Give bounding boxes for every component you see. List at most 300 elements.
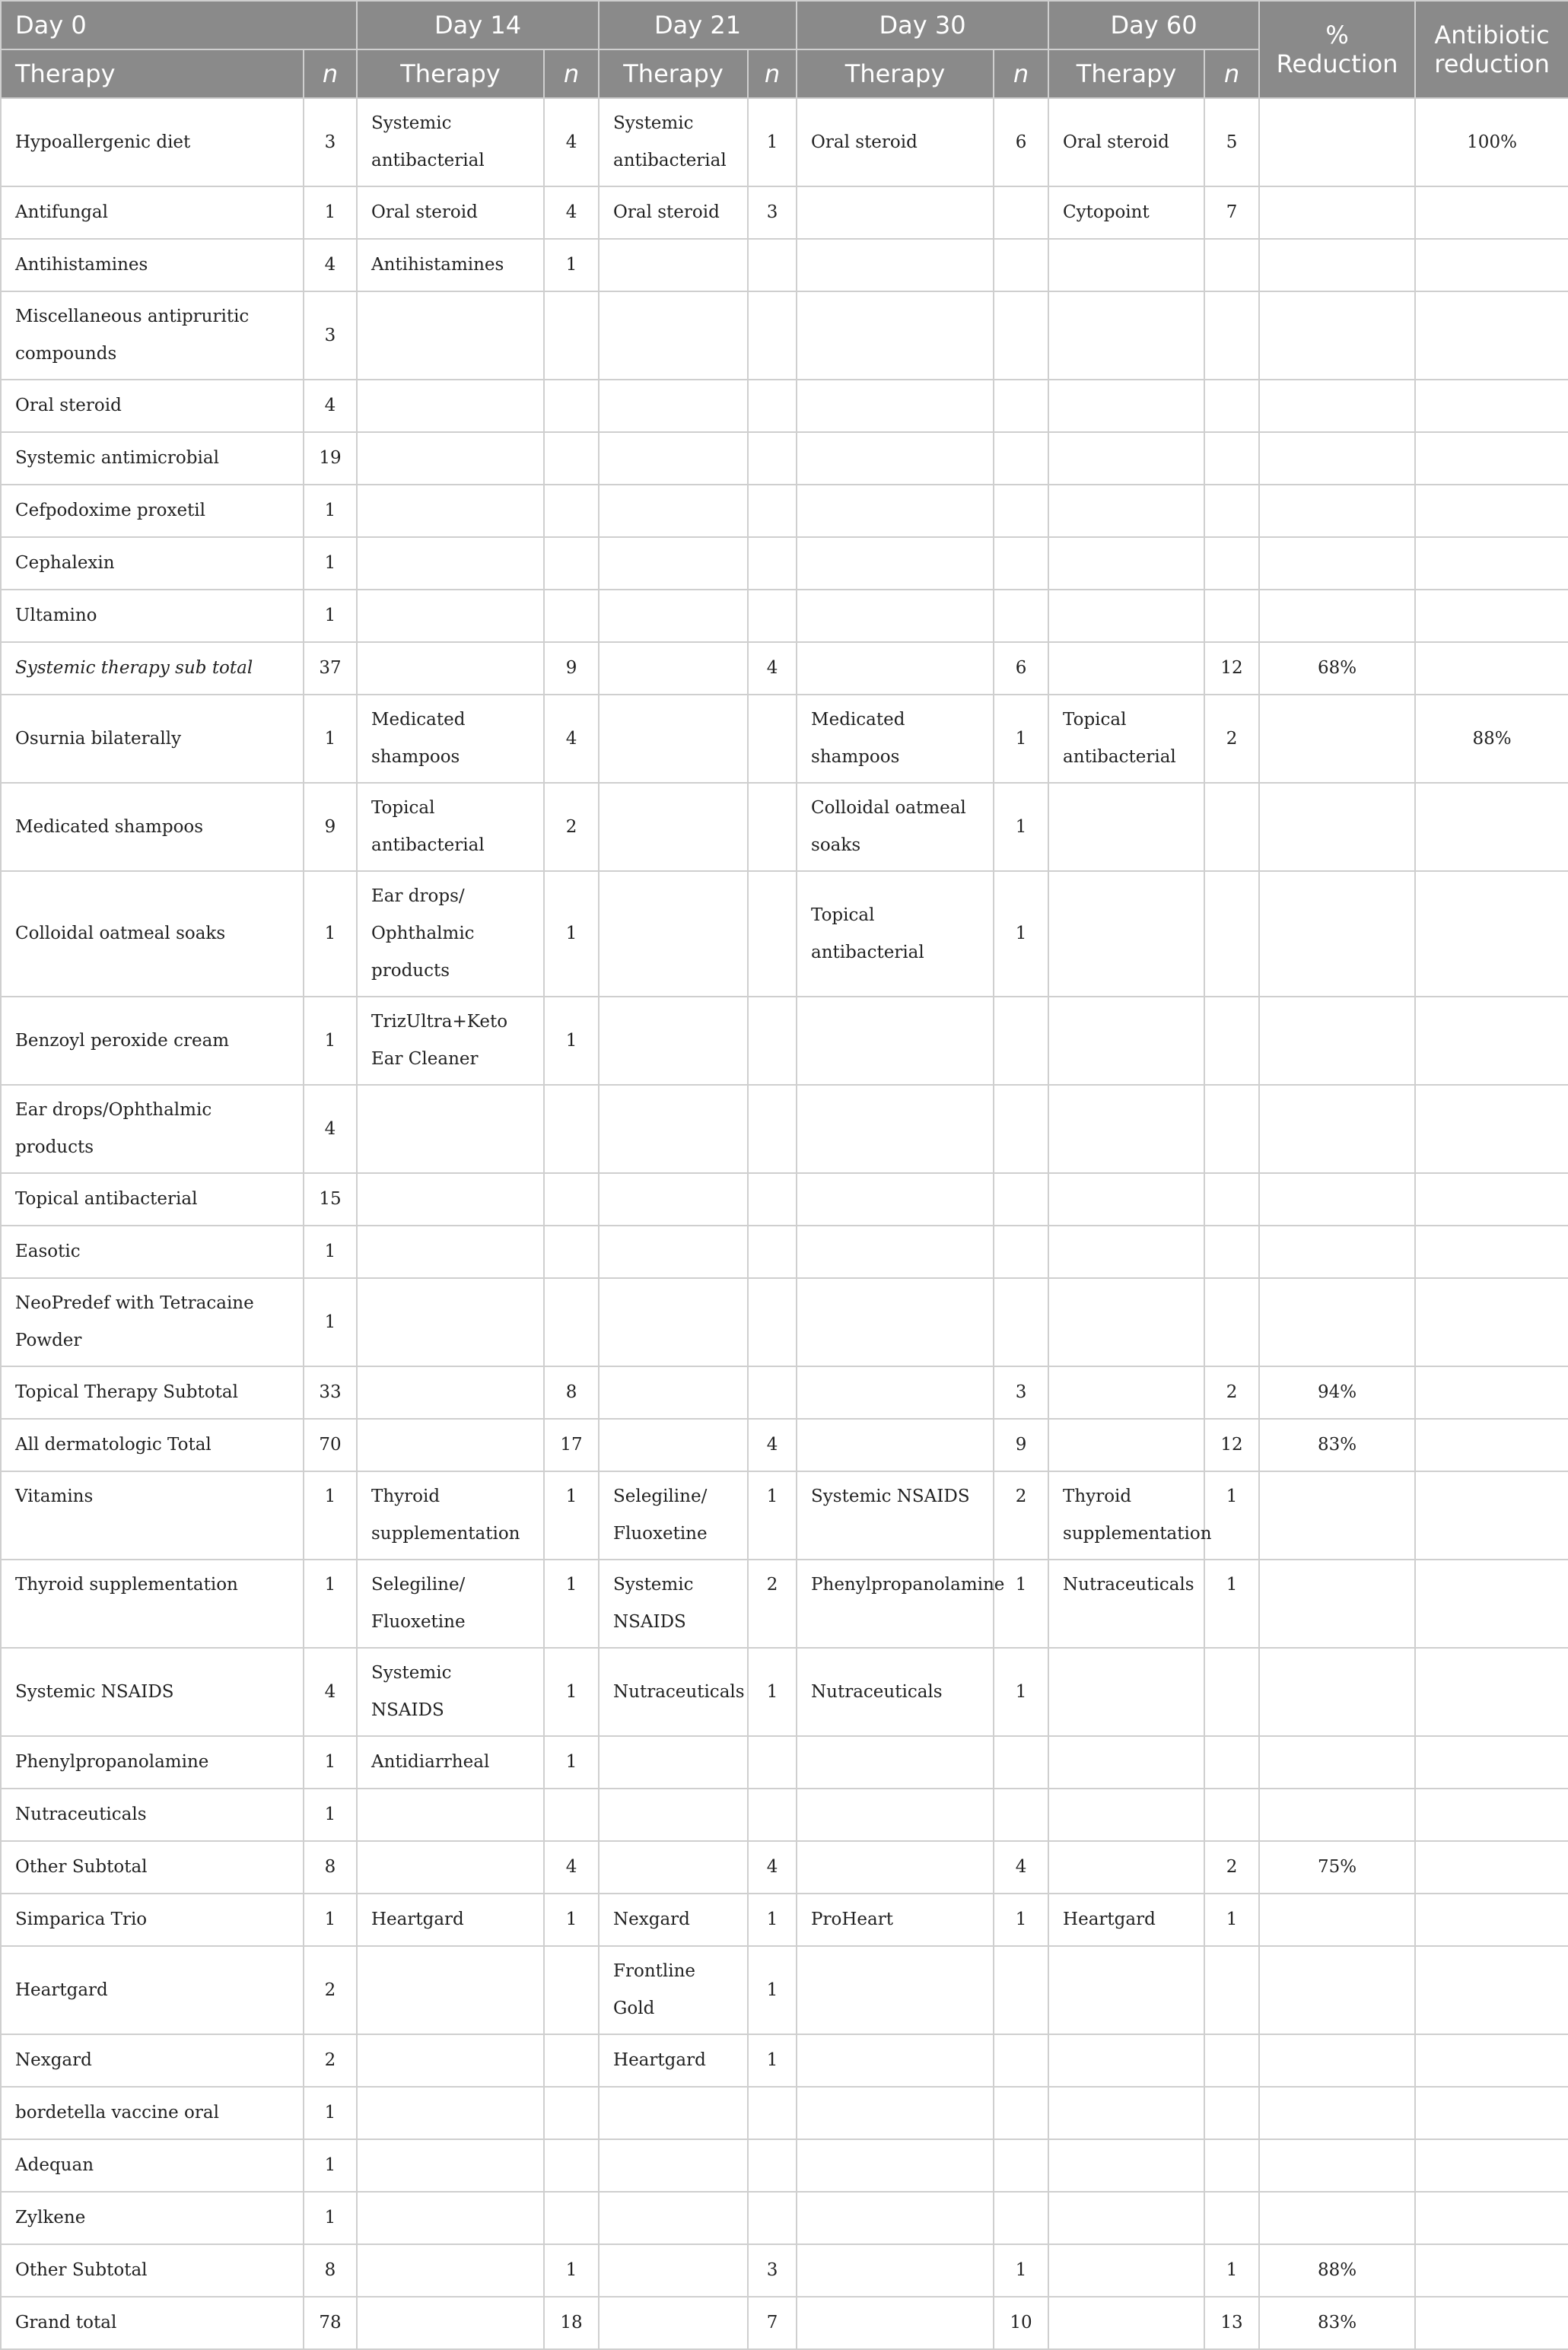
day60-therapy-cell: Thyroid supplementation [1048,1471,1204,1560]
day30-therapy-cell [797,2139,994,2192]
day0-therapy-cell: Adequan [1,2139,304,2192]
antibiotic-reduction-cell [1415,239,1568,291]
percent-reduction-cell [1259,485,1415,537]
day60-n-cell [1204,432,1259,485]
day21-n-cell [748,1789,797,1841]
day0-n-cell: 2 [304,1946,357,2034]
day0-therapy-cell: Oral steroid [1,380,304,432]
day14-n-cell: 1 [544,1736,599,1789]
day21-n-cell: 3 [748,2244,797,2297]
header-therapy-day30: Therapy [797,49,994,98]
day60-n-cell [1204,1226,1259,1278]
antibiotic-reduction-cell [1415,1278,1568,1366]
day21-n-cell: 3 [748,186,797,239]
table-row [1,485,1568,537]
day30-therapy-cell: Colloidal oatmeal soaks [797,783,994,871]
day14-n-cell: 8 [544,1366,599,1419]
day60-therapy-cell [1048,2034,1204,2087]
day60-therapy-cell: Oral steroid [1048,98,1204,186]
antibiotic-reduction-cell [1415,2192,1568,2244]
day60-therapy-cell [1048,1173,1204,1226]
table-row [1,1226,1568,1278]
day30-n-cell [994,1946,1048,2034]
day14-therapy-cell [357,537,544,590]
day0-therapy-cell: Medicated shampoos [1,783,304,871]
day0-therapy-cell: Systemic therapy sub total [1,642,304,695]
antibiotic-reduction-cell [1415,485,1568,537]
day14-therapy-cell [357,590,544,642]
day0-therapy-cell: All dermatologic Total [1,1419,304,1471]
day14-n-cell: 1 [544,1894,599,1946]
day60-n-cell [1204,485,1259,537]
day60-therapy-cell [1048,537,1204,590]
day14-therapy-cell: Systemic antibacterial [357,98,544,186]
day14-n-cell [544,1173,599,1226]
day14-n-cell: 1 [544,1648,599,1736]
day21-therapy-cell: Selegiline/ Fluoxetine [599,1471,748,1560]
day0-n-cell: 2 [304,2034,357,2087]
table-row [1,432,1568,485]
day30-therapy-cell: Topical antibacterial [797,871,994,997]
day21-therapy-cell: Systemic antibacterial [599,98,748,186]
day60-therapy-cell [1048,485,1204,537]
day30-n-cell [994,485,1048,537]
day30-n-cell [994,186,1048,239]
day0-n-cell: 8 [304,2244,357,2297]
day30-therapy-cell [797,2244,994,2297]
percent-reduction-cell [1259,186,1415,239]
day30-n-cell [994,537,1048,590]
percent-reduction-cell [1259,695,1415,783]
day0-therapy-cell: Benzoyl peroxide cream [1,997,304,1085]
day21-n-cell: 1 [748,1471,797,1560]
day14-therapy-cell [357,291,544,380]
day14-n-cell [544,2034,599,2087]
day21-n-cell [748,590,797,642]
day0-n-cell: 3 [304,98,357,186]
day60-n-cell: 1 [1204,1471,1259,1560]
day30-n-cell [994,590,1048,642]
day30-n-cell: 1 [994,783,1048,871]
day30-therapy-cell: Nutraceuticals [797,1648,994,1736]
antibiotic-reduction-cell: 100% [1415,98,1568,186]
percent-reduction-cell [1259,239,1415,291]
day14-n-cell [544,590,599,642]
day60-therapy-cell [1048,871,1204,997]
grand-total-row [1,2297,1568,2349]
day21-n-cell: 1 [748,1648,797,1736]
day60-therapy-cell [1048,432,1204,485]
day60-n-cell [1204,1173,1259,1226]
day60-n-cell [1204,871,1259,997]
day14-n-cell [544,1946,599,2034]
day60-n-cell: 1 [1204,1894,1259,1946]
header-n-day21: n [748,49,797,98]
day21-therapy-cell [599,1789,748,1841]
day21-therapy-cell [599,1841,748,1894]
day21-n-cell [748,291,797,380]
subtotal-row [1,1841,1568,1894]
day0-n-cell: 1 [304,1736,357,1789]
percent-reduction-cell [1259,1736,1415,1789]
day60-therapy-cell [1048,291,1204,380]
day0-therapy-cell: Antifungal [1,186,304,239]
day21-therapy-cell [599,1366,748,1419]
day14-therapy-cell [357,1419,544,1471]
day30-n-cell [994,380,1048,432]
table-row [1,1736,1568,1789]
day0-therapy-cell: Cephalexin [1,537,304,590]
table-row [1,186,1568,239]
day21-n-cell [748,432,797,485]
day0-n-cell: 1 [304,590,357,642]
total-row [1,1419,1568,1471]
day0-n-cell: 4 [304,380,357,432]
table-row [1,2139,1568,2192]
day30-therapy-cell [797,2087,994,2139]
day60-n-cell [1204,2034,1259,2087]
day14-n-cell [544,1085,599,1173]
day21-n-cell: 1 [748,2034,797,2087]
antibiotic-reduction-cell [1415,590,1568,642]
header-row-days [1,1,1568,49]
day30-n-cell [994,997,1048,1085]
day60-therapy-cell [1048,2139,1204,2192]
percent-reduction-cell: 94% [1259,1366,1415,1419]
day60-n-cell [1204,2139,1259,2192]
day21-n-cell: 4 [748,1419,797,1471]
antibiotic-reduction-cell [1415,1419,1568,1471]
day14-therapy-cell: Antidiarrheal [357,1736,544,1789]
day60-n-cell [1204,380,1259,432]
day14-therapy-cell [357,380,544,432]
day21-n-cell: 4 [748,1841,797,1894]
percent-reduction-cell [1259,1648,1415,1736]
day21-therapy-cell: Nutraceuticals [599,1648,748,1736]
table-row [1,871,1568,997]
day0-n-cell: 1 [304,186,357,239]
table-row [1,590,1568,642]
antibiotic-reduction-cell [1415,1946,1568,2034]
day60-n-cell: 5 [1204,98,1259,186]
table-row [1,2034,1568,2087]
day0-n-cell: 3 [304,291,357,380]
day14-therapy-cell [357,2192,544,2244]
antibiotic-reduction-cell [1415,2297,1568,2349]
day14-therapy-cell [357,1946,544,2034]
header-therapy-day60: Therapy [1048,49,1204,98]
day60-n-cell: 2 [1204,695,1259,783]
day21-therapy-cell [599,1085,748,1173]
day14-n-cell: 17 [544,1419,599,1471]
day21-therapy-cell [599,642,748,695]
day30-n-cell: 6 [994,642,1048,695]
day30-n-cell: 1 [994,1894,1048,1946]
day0-n-cell: 1 [304,1894,357,1946]
antibiotic-reduction-cell [1415,2087,1568,2139]
day30-therapy-cell [797,1085,994,1173]
day30-n-cell: 1 [994,2244,1048,2297]
day30-therapy-cell [797,2192,994,2244]
day14-therapy-cell: Oral steroid [357,186,544,239]
day60-n-cell: 1 [1204,2244,1259,2297]
day60-n-cell [1204,783,1259,871]
day30-therapy-cell [797,537,994,590]
day21-therapy-cell [599,432,748,485]
day0-n-cell: 78 [304,2297,357,2349]
percent-reduction-cell: 68% [1259,642,1415,695]
day14-therapy-cell [357,485,544,537]
day30-n-cell [994,432,1048,485]
day30-therapy-cell [797,1226,994,1278]
day21-therapy-cell: Heartgard [599,2034,748,2087]
day30-n-cell: 4 [994,1841,1048,1894]
day14-n-cell: 4 [544,695,599,783]
day21-n-cell [748,997,797,1085]
header-n-day60: n [1204,49,1259,98]
header-therapy-day14: Therapy [357,49,544,98]
table-row [1,695,1568,783]
day14-therapy-cell: Selegiline/ Fluoxetine [357,1560,544,1648]
day14-therapy-cell: TrizUltra+Keto Ear Cleaner [357,997,544,1085]
day30-therapy-cell [797,1278,994,1366]
day30-therapy-cell: Systemic NSAIDS [797,1471,994,1560]
percent-reduction-cell [1259,98,1415,186]
table-row [1,291,1568,380]
day21-n-cell [748,1226,797,1278]
percent-reduction-cell: 88% [1259,2244,1415,2297]
header-percent-reduction: % Reduction [1259,1,1415,98]
percent-reduction-cell [1259,1085,1415,1173]
percent-reduction-cell [1259,537,1415,590]
percent-reduction-cell [1259,1946,1415,2034]
percent-reduction-cell [1259,590,1415,642]
percent-reduction-cell [1259,291,1415,380]
day0-n-cell: 1 [304,2192,357,2244]
antibiotic-reduction-cell [1415,2139,1568,2192]
day14-n-cell: 2 [544,783,599,871]
day0-therapy-cell: Simparica Trio [1,1894,304,1946]
day0-n-cell: 1 [304,537,357,590]
day60-n-cell: 12 [1204,1419,1259,1471]
day21-therapy-cell [599,1278,748,1366]
header-n-day30: n [994,49,1048,98]
antibiotic-reduction-cell [1415,642,1568,695]
day0-therapy-cell: Systemic NSAIDS [1,1648,304,1736]
day21-n-cell [748,1736,797,1789]
day14-n-cell [544,2087,599,2139]
day60-n-cell [1204,590,1259,642]
day0-therapy-cell: Systemic antimicrobial [1,432,304,485]
day60-therapy-cell [1048,2297,1204,2349]
day21-therapy-cell [599,2087,748,2139]
percent-reduction-cell [1259,2192,1415,2244]
day21-n-cell: 2 [748,1560,797,1648]
day0-therapy-cell: Topical antibacterial [1,1173,304,1226]
table-row [1,1560,1568,1648]
subtotal-row [1,642,1568,695]
header-therapy-day0: Therapy [1,49,304,98]
day60-n-cell [1204,1278,1259,1366]
antibiotic-reduction-cell [1415,1226,1568,1278]
day0-n-cell: 19 [304,432,357,485]
day0-n-cell: 1 [304,2087,357,2139]
day60-n-cell [1204,2087,1259,2139]
antibiotic-reduction-cell [1415,186,1568,239]
day60-therapy-cell [1048,1278,1204,1366]
percent-reduction-cell [1259,1471,1415,1560]
percent-reduction-cell [1259,1560,1415,1648]
day60-n-cell [1204,1648,1259,1736]
day14-therapy-cell [357,2087,544,2139]
table-row [1,2087,1568,2139]
percent-reduction-cell [1259,1894,1415,1946]
day21-therapy-cell: Systemic NSAIDS [599,1560,748,1648]
day14-therapy-cell: Medicated shampoos [357,695,544,783]
day60-n-cell: 12 [1204,642,1259,695]
table-row [1,997,1568,1085]
day60-therapy-cell: Cytopoint [1048,186,1204,239]
antibiotic-reduction-cell [1415,1894,1568,1946]
day60-therapy-cell [1048,1648,1204,1736]
day0-therapy-cell: Ear drops/Ophthalmic products [1,1085,304,1173]
day0-n-cell: 1 [304,1560,357,1648]
day21-therapy-cell [599,2139,748,2192]
day0-therapy-cell: Thyroid supplementation [1,1560,304,1648]
day60-n-cell [1204,291,1259,380]
day21-n-cell [748,2192,797,2244]
table-row [1,380,1568,432]
day0-n-cell: 8 [304,1841,357,1894]
day14-n-cell [544,1226,599,1278]
day14-n-cell: 9 [544,642,599,695]
day60-n-cell: 1 [1204,1560,1259,1648]
day30-n-cell: 1 [994,1648,1048,1736]
day0-therapy-cell: Antihistamines [1,239,304,291]
day60-therapy-cell [1048,1226,1204,1278]
day60-therapy-cell [1048,1841,1204,1894]
antibiotic-reduction-cell [1415,1560,1568,1648]
day0-therapy-cell: Other Subtotal [1,2244,304,2297]
day30-therapy-cell [797,1946,994,2034]
day60-therapy-cell [1048,2244,1204,2297]
day14-n-cell [544,2192,599,2244]
day0-therapy-cell: Nutraceuticals [1,1789,304,1841]
day14-n-cell: 4 [544,98,599,186]
day21-therapy-cell [599,239,748,291]
day0-therapy-cell: Osurnia bilaterally [1,695,304,783]
day0-n-cell: 4 [304,1085,357,1173]
day30-n-cell [994,239,1048,291]
day14-therapy-cell [357,1173,544,1226]
header-day0: Day 0 [1,1,357,49]
percent-reduction-cell: 75% [1259,1841,1415,1894]
day30-n-cell [994,1736,1048,1789]
day0-therapy-cell: Nexgard [1,2034,304,2087]
day30-n-cell: 6 [994,98,1048,186]
day30-therapy-cell [797,642,994,695]
day30-therapy-cell [797,1419,994,1471]
day60-n-cell: 13 [1204,2297,1259,2349]
day30-n-cell [994,1085,1048,1173]
antibiotic-reduction-cell [1415,783,1568,871]
percent-reduction-cell [1259,2139,1415,2192]
day21-therapy-cell [599,871,748,997]
day14-therapy-cell [357,1789,544,1841]
day60-therapy-cell [1048,1366,1204,1419]
day60-n-cell [1204,2192,1259,2244]
day60-therapy-cell [1048,239,1204,291]
day30-therapy-cell [797,2034,994,2087]
day60-therapy-cell [1048,1736,1204,1789]
day21-therapy-cell [599,783,748,871]
day60-n-cell [1204,1946,1259,2034]
day0-n-cell: 15 [304,1173,357,1226]
day14-n-cell: 1 [544,239,599,291]
day21-n-cell: 1 [748,98,797,186]
day14-therapy-cell [357,1841,544,1894]
day21-n-cell [748,239,797,291]
header-day14: Day 14 [357,1,599,49]
day60-n-cell: 2 [1204,1366,1259,1419]
day0-n-cell: 4 [304,239,357,291]
header-day30: Day 30 [797,1,1048,49]
antibiotic-reduction-cell [1415,2034,1568,2087]
day14-therapy-cell: Thyroid supplementation [357,1471,544,1560]
day0-therapy-cell: Phenylpropanolamine [1,1736,304,1789]
day21-therapy-cell: Nexgard [599,1894,748,1946]
antibiotic-reduction-cell [1415,1841,1568,1894]
header-n-day14: n [544,49,599,98]
day60-therapy-cell: Nutraceuticals [1048,1560,1204,1648]
day60-therapy-cell [1048,1085,1204,1173]
day21-n-cell: 4 [748,642,797,695]
day0-therapy-cell: Vitamins [1,1471,304,1560]
day21-n-cell [748,380,797,432]
day14-n-cell [544,291,599,380]
day0-n-cell: 9 [304,783,357,871]
day14-n-cell: 1 [544,2244,599,2297]
day60-n-cell [1204,239,1259,291]
day14-n-cell [544,1789,599,1841]
day60-therapy-cell: Topical antibacterial [1048,695,1204,783]
day0-therapy-cell: NeoPredef with Tetracaine Powder [1,1278,304,1366]
day21-n-cell: 1 [748,1946,797,2034]
percent-reduction-cell [1259,380,1415,432]
day21-therapy-cell [599,1173,748,1226]
day0-n-cell: 1 [304,695,357,783]
antibiotic-reduction-cell [1415,871,1568,997]
day14-n-cell: 4 [544,1841,599,1894]
table-row [1,1471,1568,1560]
day30-n-cell: 3 [994,1366,1048,1419]
day60-therapy-cell [1048,1789,1204,1841]
day14-n-cell [544,2139,599,2192]
day0-therapy-cell: Heartgard [1,1946,304,2034]
day30-n-cell [994,1173,1048,1226]
day30-n-cell [994,2087,1048,2139]
day0-n-cell: 1 [304,1226,357,1278]
day21-n-cell [748,2087,797,2139]
percent-reduction-cell [1259,871,1415,997]
day14-n-cell: 18 [544,2297,599,2349]
day21-n-cell [748,1278,797,1366]
day30-n-cell: 1 [994,695,1048,783]
day60-n-cell [1204,1736,1259,1789]
day0-n-cell: 1 [304,1278,357,1366]
table-row [1,1085,1568,1173]
percent-reduction-cell: 83% [1259,1419,1415,1471]
